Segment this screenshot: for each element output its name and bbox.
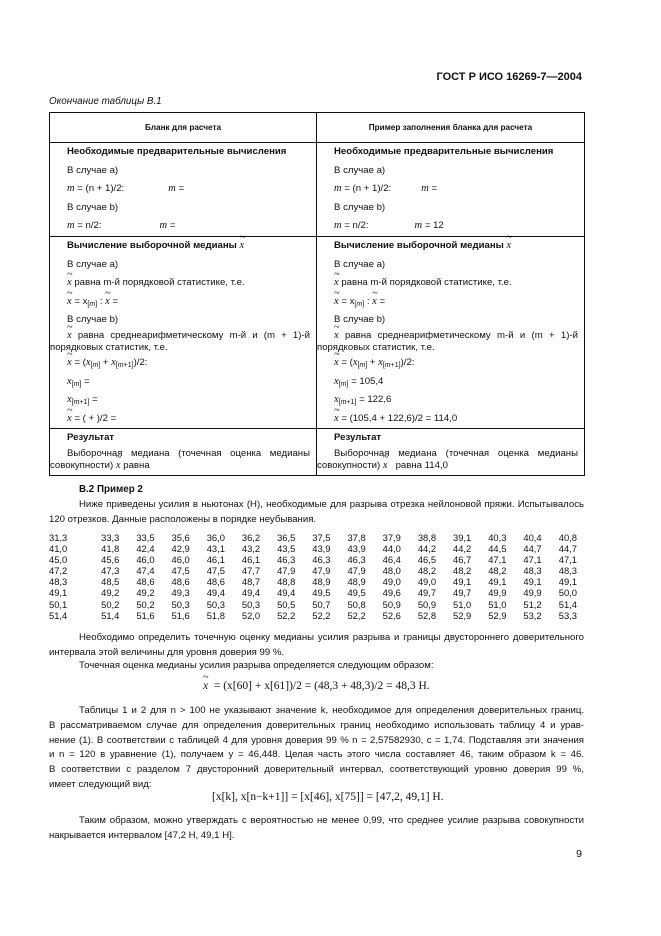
table-cell: 46,3 xyxy=(347,554,366,566)
table-cell: 50,9 xyxy=(417,598,437,610)
table-cell: 49,3 xyxy=(171,587,190,599)
table-row xyxy=(49,610,577,621)
table-cell: 48,9 xyxy=(347,576,366,588)
table-row xyxy=(49,565,577,576)
table-cell: 47,7 xyxy=(241,565,261,577)
table-cell: 38,8 xyxy=(417,532,437,543)
paragraph-2: Точечная оценка медианы усилия разрыва определяется следующим образом: xyxy=(79,660,434,671)
table-cell: 49,5 xyxy=(347,587,366,599)
median-form-cell: Вычисление выборочной медианы ~ x В случае а) ~ x равна m-й порядковой статистике, т.е. ~ $x = x_{[m]}$ : ~ x = В случае b) ~ x равна среднеарифметическому m-й и (m + 1)-й порядковых статистик, т.е. ~ $x = (x_{[m]} + x_{[m+1]})/2$: $x_{[m]}$ = $x_{[m+1]}$ = ~ x = ( + )/2 = xyxy=(50,236,317,428)
table-cell: 51,2 xyxy=(523,598,542,610)
table-cell: 48,2 xyxy=(488,565,507,577)
table-cell: 36,5 xyxy=(277,532,296,543)
table-cell: 36,0 xyxy=(206,532,225,543)
table-cell: 51,0 xyxy=(488,598,507,610)
table-cell: 47,1 xyxy=(558,554,577,566)
table-cell: 48,7 xyxy=(241,576,261,588)
table-cell: 33,3 xyxy=(101,532,120,543)
table-cell: 46,4 xyxy=(382,554,401,566)
table-cell: 48,6 xyxy=(206,576,225,588)
table-cell: 47,9 xyxy=(277,565,296,577)
table-cell: 51,8 xyxy=(206,609,225,621)
table-cell: 50,3 xyxy=(206,598,225,610)
table-cell: 46,3 xyxy=(312,554,331,566)
table-cell: 46,1 xyxy=(241,554,261,566)
table-row xyxy=(49,587,577,598)
table-cell: 47,2 xyxy=(49,565,68,577)
table-cell: 47,5 xyxy=(206,565,225,577)
table-cell: 52,0 xyxy=(241,609,261,621)
table-cell: 50,2 xyxy=(136,598,155,610)
table-cell: 43,2 xyxy=(241,543,261,555)
section-title: В.2 Пример 2 xyxy=(79,484,143,495)
table-cell: 49,2 xyxy=(101,587,120,599)
table-cell: 50,3 xyxy=(171,598,190,610)
table-cell: 52,9 xyxy=(488,609,507,621)
col-header-form: Бланк для расчета xyxy=(50,113,317,143)
table-cell: 49,1 xyxy=(523,576,542,588)
table-row xyxy=(49,576,577,587)
table-cell: 52,6 xyxy=(382,609,401,621)
table-cell: 43,9 xyxy=(312,543,331,555)
paragraph-3: Таблицы 1 и 2 для n > 100 не указывают значение k, необходимое для определения доверительных границ. В рассматриваемом случае для определения доверительных границ необходимо использовать таблицу 4 и урав- нение (1). В соответствии с таблицей 4 для уровня доверия 99 % n = 2,57582930, c = 1,74. Подставляя эти значения и n = 120 в уравнение (1), получаем y = 46,448. Целая часть этого числа составляет 46, таким образом k = 46. В соответствии с разделом 7 двусторонний доверительный интервал, соответствующий уровню доверия 99 %, имеет следующий вид: xyxy=(49,705,584,790)
table-cell: 52,2 xyxy=(277,609,296,621)
prelim-form-cell: Необходимые предварительные вычисления В случае а) m = (n + 1)/2: m = В случае b) m = n/2: m = xyxy=(50,143,317,237)
table-cell: 40,4 xyxy=(523,532,542,543)
table-row xyxy=(49,554,577,565)
table-cell: 47,9 xyxy=(312,565,331,577)
table-cell: 33,5 xyxy=(136,532,155,543)
paragraph-4: Таким образом, можно утверждать с вероятностью не менее 0,99, что среднее усилие разрыва совокупности накрывается интервалом [47,2 Н, 49,1 Н]. xyxy=(49,815,584,841)
table-cell: 40,8 xyxy=(558,532,577,543)
median-formula: ~ x = (x[60] + x[61])/2 = (48,3 + 48,3)/2 = 48,3 Н. xyxy=(203,680,430,692)
table-cell: 45,6 xyxy=(101,554,120,566)
table-cell: 52,2 xyxy=(347,609,366,621)
table-cell: 52,2 xyxy=(312,609,331,621)
table-cell: 51,0 xyxy=(453,598,472,610)
table-cell: 50,3 xyxy=(241,598,261,610)
table-cell: 40,3 xyxy=(488,532,507,543)
table-cell: 50,9 xyxy=(382,598,401,610)
table-cell: 48,0 xyxy=(382,565,401,577)
table-cell: 51,4 xyxy=(558,598,577,610)
calculation-form-table xyxy=(49,112,585,476)
table-cell: 49,9 xyxy=(488,587,507,599)
table-cell: 31,3 xyxy=(49,532,68,543)
page-number: 9 xyxy=(576,848,582,860)
table-cell: 50,2 xyxy=(101,598,120,610)
document-header: ГОСТ Р ИСО 16269-7—2004 xyxy=(436,71,582,83)
table-cell: 51,4 xyxy=(101,609,120,621)
table-cell: 49,4 xyxy=(241,587,261,599)
table-cell: 48,2 xyxy=(417,565,437,577)
table-cell: 48,2 xyxy=(453,565,472,577)
table-row xyxy=(49,532,577,543)
table-cell: 43,1 xyxy=(206,543,225,555)
table-cell: 46,5 xyxy=(417,554,437,566)
table-cell: 53,2 xyxy=(523,609,542,621)
table-cell: 44,7 xyxy=(523,543,542,555)
table-cell: 43,9 xyxy=(347,543,366,555)
table-caption: Окончание таблицы В.1 xyxy=(49,96,162,107)
breaking-force-data-table xyxy=(49,532,577,621)
table-cell: 49,6 xyxy=(382,587,401,599)
paragraph-1: Необходимо определить точечную оценку медианы усилия разрыва и границы двустороннего доверительного интервала этой величины для уровня доверия 99 %. xyxy=(49,632,584,658)
table-cell: 41,8 xyxy=(101,543,120,555)
table-cell: 49,5 xyxy=(312,587,331,599)
table-cell: 51,4 xyxy=(49,609,68,621)
table-cell: 44,2 xyxy=(417,543,437,555)
table-cell: 49,0 xyxy=(382,576,401,588)
table-cell: 46,1 xyxy=(206,554,225,566)
table-cell: 44,7 xyxy=(558,543,577,555)
table-cell: 50,7 xyxy=(312,598,331,610)
table-cell: 48,8 xyxy=(277,576,296,588)
table-cell: 53,3 xyxy=(558,609,577,621)
table-cell: 42,9 xyxy=(171,543,190,555)
table-cell: 36,2 xyxy=(241,532,261,543)
table-cell: 50,1 xyxy=(49,598,68,610)
table-cell: 49,7 xyxy=(453,587,472,599)
table-cell: 48,3 xyxy=(523,565,542,577)
table-cell: 49,1 xyxy=(488,576,507,588)
table-cell: 49,2 xyxy=(136,587,155,599)
table-cell: 46,3 xyxy=(277,554,296,566)
table-cell: 49,4 xyxy=(277,587,296,599)
table-cell: 47,1 xyxy=(488,554,507,566)
table-cell: 49,4 xyxy=(206,587,225,599)
table-cell: 48,9 xyxy=(312,576,331,588)
table-cell: 49,7 xyxy=(417,587,437,599)
col-header-example: Пример заполнения бланка для расчета xyxy=(317,113,585,143)
table-cell: 44,2 xyxy=(453,543,472,555)
table-cell: 50,0 xyxy=(558,587,577,599)
table-cell: 52,8 xyxy=(417,609,437,621)
result-form-cell: Результат Выборочная медиана (точечная оценка медианы совокупности) ~ x равна xyxy=(50,429,317,476)
table-cell: 50,8 xyxy=(347,598,366,610)
table-cell: 46,0 xyxy=(136,554,155,566)
table-cell: 46,7 xyxy=(453,554,472,566)
table-cell: 49,0 xyxy=(417,576,437,588)
table-cell: 41,0 xyxy=(49,543,68,555)
interval-formula: [x[k], x[n−k+1]] = [x[46], x[75]] = [47,2, 49,1] Н. xyxy=(212,791,444,803)
table-cell: 51,6 xyxy=(171,609,190,621)
table-cell: 44,5 xyxy=(488,543,507,555)
table-cell: 48,5 xyxy=(101,576,120,588)
table-cell: 49,1 xyxy=(453,576,472,588)
table-cell: 44,0 xyxy=(382,543,401,555)
table-cell: 48,3 xyxy=(49,576,68,588)
table-cell: 49,1 xyxy=(49,587,68,599)
table-cell: 45,0 xyxy=(49,554,68,566)
table-cell: 50,5 xyxy=(277,598,296,610)
table-cell: 37,5 xyxy=(312,532,331,543)
table-cell: 47,4 xyxy=(136,565,155,577)
table-cell: 47,9 xyxy=(347,565,366,577)
table-cell: 43,5 xyxy=(277,543,296,555)
table-cell: 46,0 xyxy=(171,554,190,566)
prelim-example-cell: Необходимые предварительные вычисления В случае а) m = (n + 1)/2: m = В случае b) m = n/2: m = 12 xyxy=(317,143,585,237)
table-cell: 48,6 xyxy=(171,576,190,588)
table-cell: 47,3 xyxy=(101,565,120,577)
table-cell: 48,6 xyxy=(136,576,155,588)
table-cell: 42,4 xyxy=(136,543,155,555)
table-cell: 51,6 xyxy=(136,609,155,621)
result-example-cell: Результат Выборочная медиана (точечная оценка медианы совокупности) ~ x равна 114,0 xyxy=(317,429,585,476)
table-cell: 49,9 xyxy=(523,587,542,599)
table-cell: 47,1 xyxy=(523,554,542,566)
table-cell: 48,3 xyxy=(558,565,577,577)
table-cell: 37,8 xyxy=(347,532,366,543)
median-example-cell: Вычисление выборочной медианы ~ x В случае а) ~ x равна m-й порядковой статистике, т.е. ~ $x = x_{[m]}$ : ~ x = В случае b) ~ x равна среднеарифметическому m-й и (m + 1)-й порядковых статистик, т.е. ~ $x = (x_{[m]} + x_{[m+1]})/2$: $x_{[m]} = 105,4$ $x_{[m+1]} = 122,6$ ~ x = (105,4 + 122,6)/2 = 114,0 xyxy=(317,236,585,428)
table-row xyxy=(49,599,577,610)
table-cell: 35,6 xyxy=(171,532,190,543)
table-cell: 49,1 xyxy=(558,576,577,588)
table-cell: 37,9 xyxy=(382,532,401,543)
table-cell: 52,9 xyxy=(453,609,472,621)
table-cell: 39,1 xyxy=(453,532,472,543)
table-row xyxy=(49,543,577,554)
table-cell: 47,5 xyxy=(171,565,190,577)
intro-paragraph: Ниже приведены усилия в ньютонах (Н), необходимые для разрыва отрезка нейлоновой пряжи. Испытывалось 120 отрезков. Данные расположены в порядке неубывания. xyxy=(49,499,584,525)
